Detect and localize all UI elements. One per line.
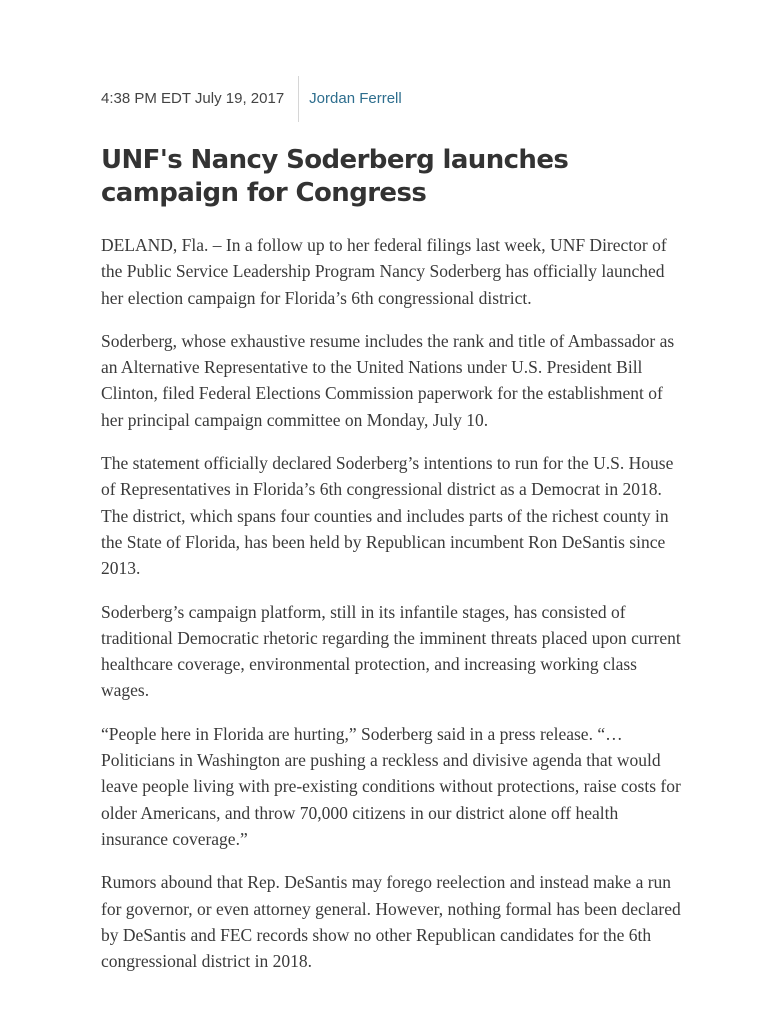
article-paragraph: Soderberg’s campaign platform, still in its infantile stages, has consisted of traditional Democratic rhetoric regarding the imminent threats placed upon current healthcare coverage, environmental protection, and increasing working class wages. [101,601,681,701]
publish-timestamp: 4:38 PM EDT July 19, 2017 [101,90,285,107]
article-meta [101,76,681,122]
article-paragraph: Soderberg, whose exhaustive resume includes the rank and title of Ambassador as an Alternative Representative to the United Nations under U.S. President Bill Clinton, filed Federal Elections Commission paperwork for the establishment of her principal campaign committee on Monday, July 10. [101,330,675,430]
article-body [101,232,681,974]
article-paragraph: DELAND, Fla. – In a follow up to her federal filings last week, UNF Director of the Public Service Leadership Program Nancy Soderberg has officially launched her election campaign for Florida’s 6th congressional district. [101,235,667,308]
article-paragraph: Rumors abound that Rep. DeSantis may forego reelection and instead make a run for governor, or even attorney general. However, nothing formal has been declared by DeSantis and FEC records show no other Republican candidates for the 6th congressional district in 2018. [101,872,681,972]
article-headline: UNF's Nancy Soderberg launches campaign for Congress [101,145,569,208]
article-paragraph: The statement officially declared Soderberg’s intentions to run for the U.S. House of Representatives in Florida’s 6th congressional district as a Democrat in 2018. The district, which spans four counties and includes parts of the richest county in the State of Florida, has been held by Republican incumbent Ron DeSantis since 2013. [101,453,674,579]
author-link[interactable]: Jordan Ferrell [309,90,402,107]
article-paragraph: “People here in Florida are hurting,” Soderberg said in a press release. “… Politicians in Washington are pushing a reckless and divisive agenda that would leave people living with pre-existing conditions without protections, raise costs for older Americans, and throw 70,000 citizens in our district alone off health insurance coverage.” [101,723,681,849]
article [101,76,681,991]
